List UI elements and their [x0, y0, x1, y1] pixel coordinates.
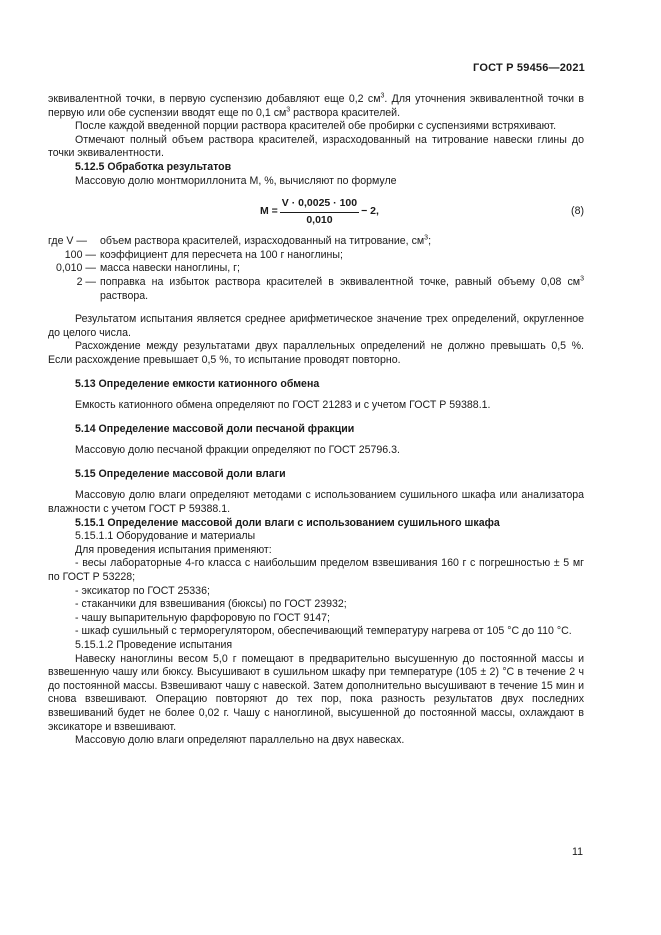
formula-denominator: 0,010 — [306, 213, 333, 226]
definition-item: 2 — поправка на избыток раствора красителей в эквивалентной точке, равный объему 0,08 $см^3$ раствора. — [48, 276, 584, 303]
paragraph-volume: Отмечают полный объем раствора красителей, израсходованный на титрование навески глины до точки эквивалентности. — [48, 133, 584, 160]
list-item: - эксикатор по ГОСТ 25336; — [75, 584, 210, 597]
formula-fraction — [280, 197, 359, 227]
heading-5-15: 5.15 Определение массовой доли влаги — [75, 467, 286, 480]
paragraph-sand-fraction: Массовую долю песчаной фракции определяют по ГОСТ 25796.3. — [75, 444, 400, 457]
paragraph-formula-intro: Массовую долю монтмориллонита М, %, вычисляют по формуле — [75, 174, 397, 187]
formula-number: (8) — [571, 205, 584, 218]
heading-5-15-1: 5.15.1 Определение массовой доли влаги с использованием сушильного шкафа — [75, 516, 500, 529]
paragraph-shake: После каждой введенной порции раствора красителей обе пробирки с суспензиями встряхивают. — [75, 120, 557, 133]
definition-symbol: 100 — — [64, 248, 96, 261]
definition-symbol: 0,010 — — [55, 262, 96, 275]
formula-lhs: М = — [260, 205, 278, 218]
paragraph-moisture-methods: Массовую долю влаги определяют методами с использованием сушильного шкафа или анализатора влажности с учетом ГОСТ Р 59388.1. — [48, 489, 584, 516]
subheading-5-15-1-2: 5.15.1.2 Проведение испытания — [75, 639, 233, 651]
definition-symbol: где V — — [48, 235, 88, 248]
formula-8 — [48, 195, 584, 229]
paragraph-discrepancy: Расхождение между результатами двух параллельных определений не должно превышать 0,5 %. Если расхождение превышает 0,5 %, то испытание проводят повторно. — [48, 340, 584, 366]
formula-rhs: − 2, — [361, 205, 379, 218]
definition-symbol: 2 — — [76, 275, 96, 288]
subheading-5-15-1-1: 5.15.1.1 Оборудование и материалы — [75, 530, 256, 543]
paragraph-cation-exchange: Емкость катионного обмена определяют по ГОСТ 21283 и с учетом ГОСТ Р 59388.1. — [75, 399, 491, 412]
list-item: - чашу выпарительную фарфоровую по ГОСТ 9147; — [75, 611, 330, 624]
paragraph-equipment-intro: Для проведения испытания применяют: — [75, 543, 272, 556]
definition-item: 0,010 — масса навески наноглины, г; — [48, 262, 584, 276]
standard-header: ГОСТ Р 59456—2021 — [473, 62, 585, 74]
page-number: 11 — [572, 846, 583, 858]
heading-5-12-5: 5.12.5 Обработка результатов — [75, 160, 232, 173]
heading-5-13: 5.13 Определение емкости катионного обмена — [75, 377, 320, 390]
formula-numerator: V · 0,0025 · 100 — [280, 197, 359, 213]
paragraph-parallel: Массовую долю влаги определяют параллельно на двух навесках. — [75, 734, 405, 747]
definitions-list — [48, 235, 584, 303]
paragraph-continuation: эквивалентной точки, в первую суспензию добавляют еще 0,2 $см^3$. Для уточнения эквивалентной точки в первую или обе суспензии вводят еще по 0,1 $см^3$ раствора красителей. — [48, 92, 584, 119]
formula-body — [260, 197, 379, 227]
definition-item: 100 — коэффициент для пересчета на 100 г наноглины; — [48, 249, 584, 263]
heading-5-14: 5.14 Определение массовой доли песчаной фракции — [75, 422, 355, 435]
paragraph-result: Результатом испытания является среднее арифметическое значение трех определений, округленное до целого числа. — [48, 313, 584, 339]
list-item: - стаканчики для взвешивания (бюксы) по ГОСТ 23932; — [75, 598, 347, 611]
list-item: - шкаф сушильный с терморегулятором, обеспечивающий температуру нагрева от 105 °С до 110 °С. — [75, 625, 572, 638]
list-item: - весы лабораторные 4-го класса с наибольшим пределом взвешивания 160 г с погрешностью ± 5 мг по ГОСТ Р 53228; — [48, 557, 584, 584]
paragraph-procedure: Навеску наноглины весом 5,0 г помещают в предварительно высушенную до постоянной массы и взвешенную чашу или бюксу. Высушивают в сушильном шкафу при температуре (105 ± 2) °С в течение 2 ч до постоянной массы. Взвешивают чашу с навеской. Затем дополнительно высушивают в течение 15 мин и снова взвешивают. Операцию повторяют до тех пор, пока разность результатов двух последних взвешиваний будет не более 0,02 г. Чашу с наноглиной, высушенной до постоянной массы, охлаждают в эксикаторе и взвешивают. — [48, 652, 584, 733]
definition-item: где V — объем раствора красителей, израсходованный на титрование, $см^3$; — [48, 234, 432, 248]
page-content — [48, 93, 584, 748]
